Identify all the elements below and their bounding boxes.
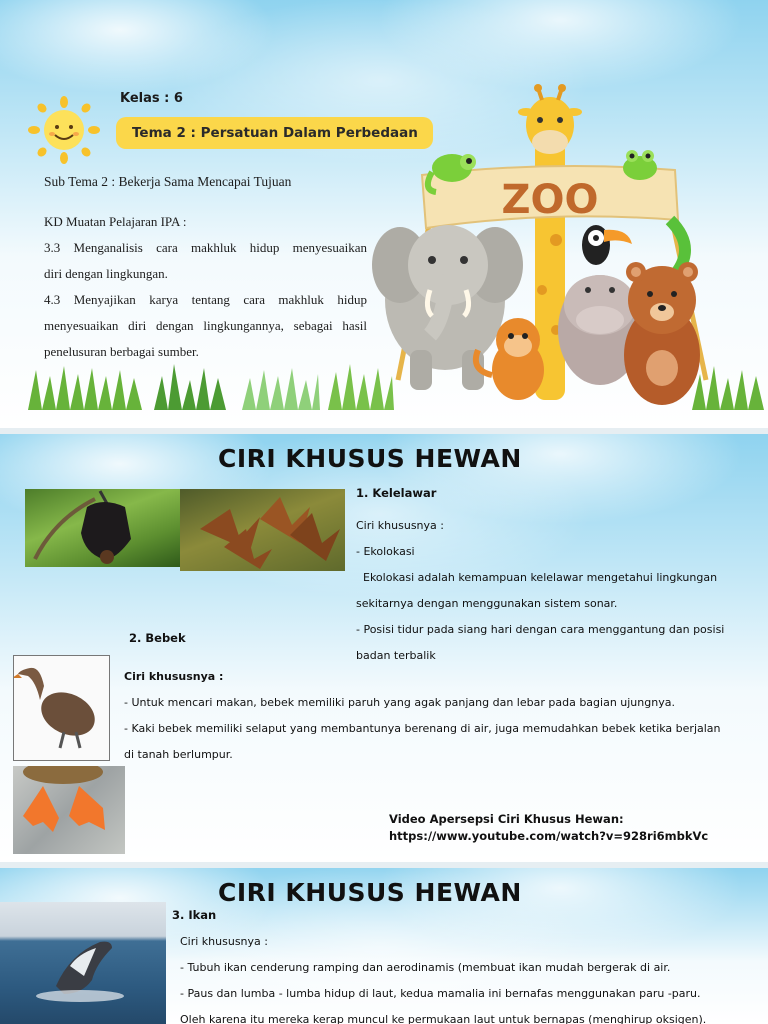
tema-label: Tema 2 : Persatuan Dalam Perbedaan xyxy=(132,125,418,141)
slide-2-ciri-khusus xyxy=(0,434,768,862)
bebek-item-2a: - Kaki bebek memiliki selaput yang membantunya berenang di air, juga memudahkan bebek ketika berjalan xyxy=(124,722,721,735)
frog-icon xyxy=(623,150,657,180)
video-link[interactable]: https://www.youtube.com/watch?v=928ri6mbkVc xyxy=(389,829,709,843)
grass-tuft-2 xyxy=(152,362,228,412)
kelelawar-item-2a: - Posisi tidur pada siang hari dengan cara menggantung dan posisi xyxy=(356,623,725,636)
ikan-item-3: Oleh karena itu mereka kerap muncul ke permukaan laut untuk bernapas (menghirup oksigen). xyxy=(180,1013,707,1024)
subtema-label: Sub Tema 2 : Bekerja Sama Mencapai Tujuan xyxy=(44,174,292,189)
bat-photo-flying xyxy=(180,489,345,571)
grass-tuft-5 xyxy=(690,362,766,412)
bebek-item-1: - Untuk mencari makan, bebek memiliki paruh yang agak panjang dan lebar pada bagian ujungnya. xyxy=(124,696,675,709)
grass-tuft-1 xyxy=(26,362,144,412)
toucan-icon xyxy=(582,225,632,265)
ikan-item-1: - Tubuh ikan cenderung ramping dan aerodinamis (membuat ikan mudah bergerak di air. xyxy=(180,961,671,974)
whale-photo xyxy=(0,902,166,1024)
zoo-sign-text: ZOO xyxy=(501,177,599,223)
kelelawar-desc-1: Ekolokasi adalah kemampuan kelelawar mengetahui lingkungan xyxy=(356,571,718,584)
slide-3-ciri-khusus xyxy=(0,868,768,1024)
bebek-heading: 2. Bebek xyxy=(129,631,186,645)
bebek-item-2b: di tanah berlumpur. xyxy=(124,748,233,761)
duck-icon xyxy=(14,656,110,761)
kd-33-line-1: 3.3 Menganalisis cara makhluk hidup menyesuaikan xyxy=(44,240,367,255)
kd-43-line-2: menyesuaikan diri dengan lingkungannya, sebagai hasil xyxy=(44,318,367,333)
grass-tuft-3 xyxy=(240,362,322,412)
slide-title: CIRI KHUSUS HEWAN xyxy=(218,878,522,907)
video-label: Video Apersepsi Ciri Khusus Hewan: xyxy=(389,812,624,826)
ikan-heading: 3. Ikan xyxy=(172,908,217,922)
whale-icon xyxy=(0,902,166,1024)
kelelawar-ciri-label: Ciri khususnya : xyxy=(356,519,444,532)
duck-photo xyxy=(13,655,110,761)
kd-heading: KD Muatan Pelajaran IPA : xyxy=(44,214,187,229)
ikan-item-2: - Paus dan lumba - lumba hidup di laut, kedua mamalia ini bernafas menggunakan paru -paru. xyxy=(180,987,701,1000)
bat-icon xyxy=(25,489,180,567)
kd-43-line-1: 4.3 Menyajikan karya tentang cara makhluk hidup xyxy=(44,292,367,307)
kelelawar-item-2b: badan terbalik xyxy=(356,649,436,662)
bebek-ciri-label: Ciri khususnya : xyxy=(124,670,224,683)
flying-bat-icon xyxy=(180,489,345,571)
kelelawar-desc-2: sekitarnya dengan menggunakan sistem sonar. xyxy=(356,597,618,610)
slide-1-cover xyxy=(0,0,768,428)
sun-icon xyxy=(28,96,100,164)
ikan-ciri-label: Ciri khususnya : xyxy=(180,935,268,948)
kelas-label: Kelas : 6 xyxy=(120,91,183,106)
kd-43-line-3: penelusuran berbagai sumber. xyxy=(44,344,199,359)
webbed-feet-icon xyxy=(13,766,125,854)
grass-tuft-4 xyxy=(326,362,396,412)
duck-feet-photo xyxy=(13,766,125,854)
bear-icon xyxy=(624,262,700,405)
kelelawar-item-1: - Ekolokasi xyxy=(356,545,415,558)
kelelawar-heading: 1. Kelelawar xyxy=(356,486,437,500)
slide-title: CIRI KHUSUS HEWAN xyxy=(218,444,522,473)
kd-33-line-2: diri dengan lingkungan. xyxy=(44,266,168,281)
bat-photo-hanging xyxy=(25,489,180,567)
